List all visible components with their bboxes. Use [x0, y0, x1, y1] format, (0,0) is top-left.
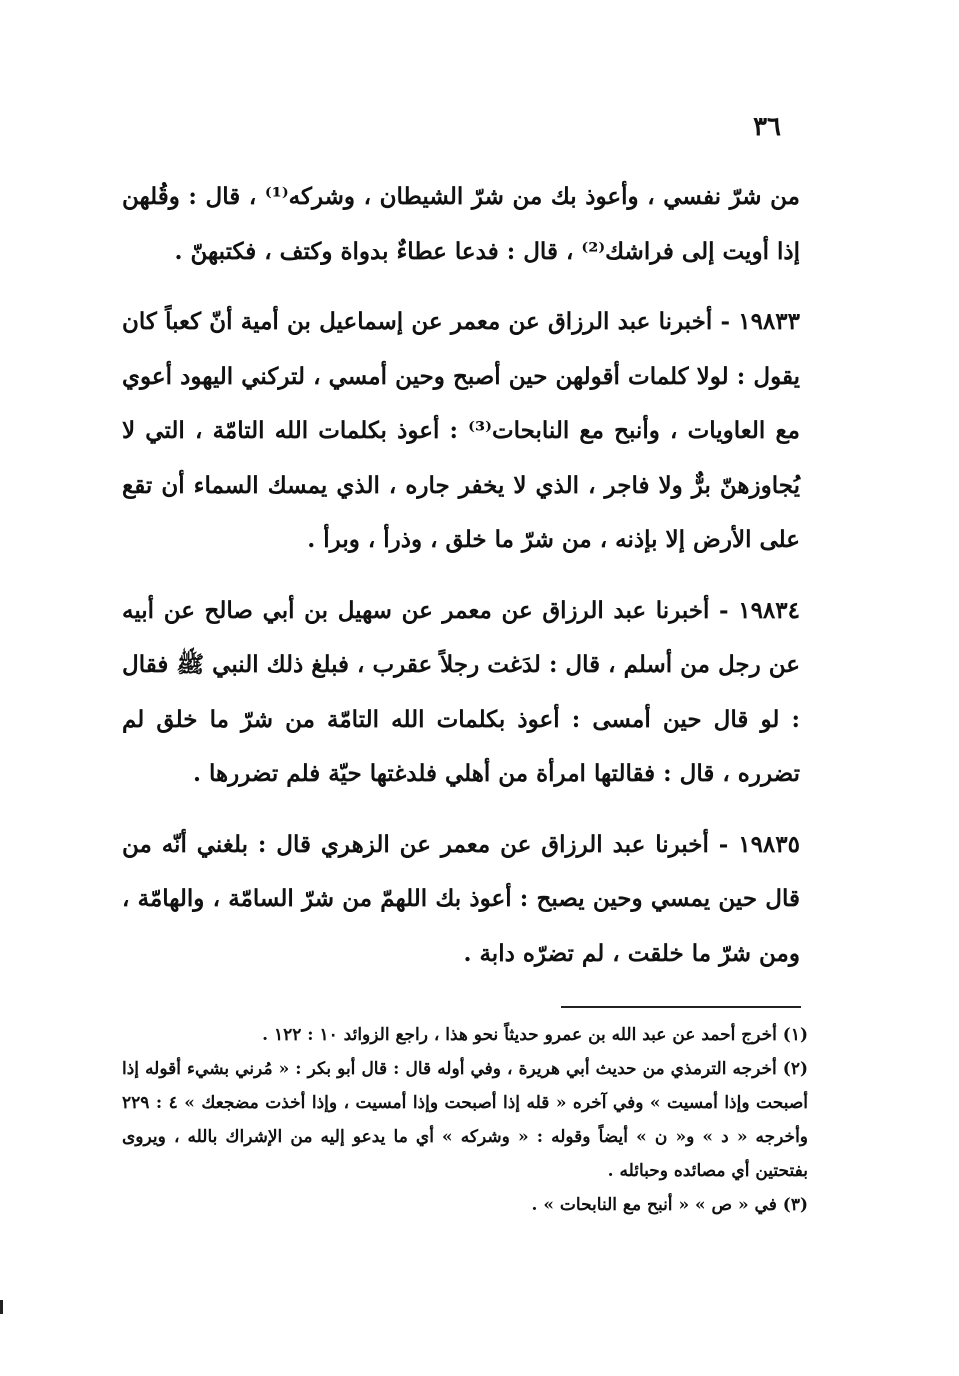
paragraph-continuation: من شرّ نفسي ، وأعوذ بك من شرّ الشيطان ، وشركه⁽¹⁾ ، قال : وقُلهن إذا أويت إلى فراشك⁽²⁾ ، قال : فدعا عطاءٌ بدواة وكتف ، فكتبهنّ . [122, 183, 800, 265]
footnote-divider [561, 1006, 801, 1008]
main-text [122, 170, 800, 981]
footnotes [122, 1018, 808, 1222]
footnote-2: (٢) أخرجه الترمذي من حديث أبي هريرة ، وفي أوله قال : قال أبو بكر : « مُرني بشيء أقوله إذا أصبحت وإذا أمسيت » وفي آخره « قله إذا أصبحت وإذا أمسيت ، وإذا أخذت مضجعك » ٤ : ٢٢٩ وأخرجه « د » و« ن » أيضاً وقوله : « وشركه » أي ما يدعو إليه من الإشراك بالله ، ويروى بفتحتين أي مصائده وحبائله . [122, 1059, 808, 1181]
footnote-3: (٣) في « ص » « أنبح مع النابحات » . [531, 1195, 808, 1215]
scan-edge-mark [0, 1300, 3, 1314]
page-number: ٣٦ [753, 112, 781, 142]
hadith-19835: ١٩٨٣٥ - أخبرنا عبد الرزاق عن معمر عن الزهري قال : بلغني أنّه من قال حين يمسي وحين يصبح : أعوذ بك اللهمّ من شرّ السامّة ، والهامّة ، ومن شرّ ما خلقت ، لم تضرّه دابة . [122, 830, 800, 967]
hadith-19834: ١٩٨٣٤ - أخبرنا عبد الرزاق عن معمر عن سهيل بن أبي صالح عن أبيه عن رجل من أسلم ، قال : لدَغت رجلاً عقرب ، فبلغ ذلك النبي ﷺ فقال : لو قال حين أمسى : أعوذ بكلمات الله التامّة من شرّ ما خلق لم تضرره ، قال : فقالتها امرأة من أهلي فلدغتها حيّة فلم تضررها . [122, 596, 800, 787]
footnote-1: (١) أخرج أحمد عن عبد الله بن عمرو حديثاً نحو هذا ، راجع الزوائد ١٠ : ١٢٢ . [262, 1025, 808, 1045]
hadith-19833: ١٩٨٣٣ - أخبرنا عبد الرزاق عن معمر عن إسماعيل بن أمية أنّ كعباً كان يقول : لولا كلمات أقولهن حين أصبح وحين أمسي ، لتركني اليهود أعوي مع العاويات ، وأنبح مع النابحات⁽³⁾ : أعوذ بكلمات الله التامّة ، التي لا يُجاوزهنّ برٌّ ولا فاجر ، الذي لا يخفر جاره ، الذي يمسك السماء أن تقع على الأرض إلا بإذنه ، من شرّ ما خلق ، وذرأ ، وبرأ . [122, 308, 801, 553]
